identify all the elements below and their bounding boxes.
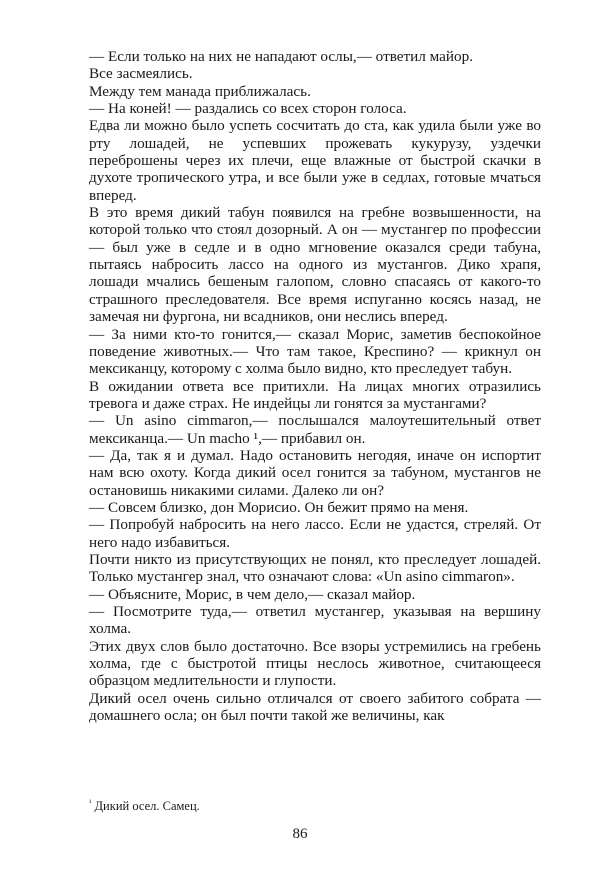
paragraph: Едва ли можно было успеть сосчитать до ста, как удила были уже во рту лошадей, не успевших прожевать кукурузу, уздечки переброшены через их плечи, еще влажные от быстрой скачки в духоте тропического утра, и все были уже в седлах, готовые мчаться вперед. xyxy=(89,117,541,204)
page-body xyxy=(89,48,541,724)
footnote-marker: ¹ xyxy=(89,798,92,807)
paragraph: Почти никто из присутствующих не понял, кто преследует лошадей. Только мустангер знал, что означают слова: «Un asino cimmaron». xyxy=(89,550,541,586)
paragraph: Все засмеялись. xyxy=(89,65,193,83)
paragraph: — Посмотрите туда,— ответил мустангер, указывая на вершину холма. xyxy=(89,603,541,638)
paragraph: — На коней! — раздались со всех сторон голоса. xyxy=(89,100,407,118)
paragraph: — Объясните, Морис, в чем дело,— сказал майор. xyxy=(89,585,416,603)
paragraph: — Попробуй набросить на него лассо. Если не удастся, стреляй. От него надо избавиться. xyxy=(89,516,541,551)
paragraph: Этих двух слов было достаточно. Все взоры устремились на гребень холма, где с быстротой птицы неслось животное, считающееся образцом медлительности и глупости. xyxy=(89,637,541,690)
paragraph: В это время дикий табун появился на гребне возвышенности, на которой только что стоял дозорный. А он — мустангер по профессии — был уже в седле и в одно мгновение оказался среди табуна, пытаясь набросить лассо на одного из мустангов. Дико храпя, лошади мчались бешеным галопом, словно спасаясь от какого-то страшного преследователя. Все время испуганно косясь назад, не замечая ни фургона, ни всадников, они неслись вперед. xyxy=(89,204,541,326)
paragraph: — За ними кто-то гонится,— сказал Морис, заметив беспокойное поведение животных.— Что там такое, Креспино? — крикнул он мексиканцу, которому с холма было видно, кто преследует табун. xyxy=(89,325,541,378)
paragraph: — Совсем близко, дон Морисио. Он бежит прямо на меня. xyxy=(89,498,469,516)
footnote xyxy=(89,795,200,814)
paragraph: Между тем манада приближалась. xyxy=(89,82,311,100)
paragraph: — Un asino cimmaron,— послышался малоутешительный ответ мексиканца.— Un macho ¹,— прибавил он. xyxy=(89,412,541,447)
paragraph: Дикий осел очень сильно отличался от своего забитого собрата — домашнего осла; он был почти такой же величины, как xyxy=(89,689,541,725)
paragraph: — Если только на них не нападают ослы,— ответил майор. xyxy=(89,48,474,65)
page-number: 86 xyxy=(292,826,308,842)
footnote-text: Дикий осел. Самец. xyxy=(94,799,200,814)
paragraph: — Да, так я и думал. Надо остановить негодяя, иначе он испортит нам всю охоту. Когда дикий осел гонится за табуном, мустангов не остановишь никакими силами. Далеко ли он? xyxy=(89,446,541,499)
paragraph: В ожидании ответа все притихли. На лицах многих отразились тревога и даже страх. Не индейцы ли гонятся за мустангами? xyxy=(89,377,541,412)
